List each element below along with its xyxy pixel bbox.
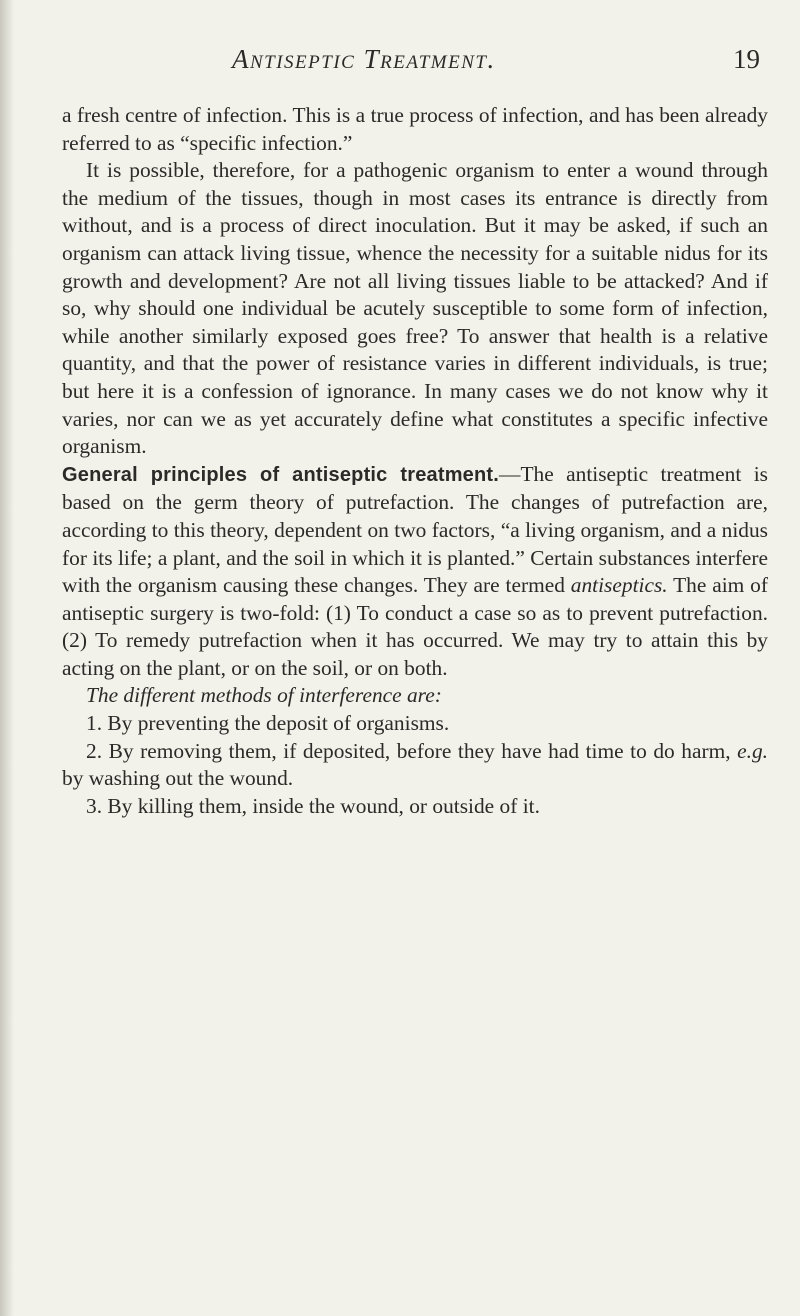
list-item-2 <box>62 738 768 793</box>
paragraph-3-text-b: The aim of antiseptic surgery is two-fold: (1) To conduct a case so as to prevent putrefaction. (2) To remedy putrefaction when it has occurred. We may try to attain this by acting on the plant, or on the soil, or on both. <box>62 573 768 680</box>
paragraph-2: It is possible, therefore, for a pathogenic organism to enter a wound through the medium of the tissues, though in most cases its entrance is directly from without, and is a process of direct inoculation. But it may be asked, if such an organism can attack living tissue, whence the necessity for a suitable nidus for its growth and development? Are not all living tissues liable to be attacked? And if so, why should one individual be acutely susceptible to some form of infection, while another similarly exposed goes free? To answer that health is a relative quantity, and that the power of resistance varies in different individuals, is true; but here it is a confession of ignorance. In many cases we do not know why it varies, nor can we as yet accurately define what constitutes a specific infective organism. <box>62 158 768 459</box>
methods-intro: The different methods of interference are: <box>86 683 442 708</box>
list-item-2-text: 2. By removing them, if deposited, before they have had time to do harm, <box>86 738 738 763</box>
list-item-2-eg: e.g. <box>737 738 768 763</box>
section-heading: General principles of antiseptic treatment. <box>62 463 500 486</box>
paragraph-3 <box>62 461 768 683</box>
list-item-2-end: by washing out the wound. <box>62 766 294 791</box>
page-binding-edge <box>0 0 14 1316</box>
running-head-title: Antiseptic Treatment. <box>232 44 496 74</box>
page-number: 19 <box>733 44 760 74</box>
list-item-3: 3. By killing them, inside the wound, or outside of it. <box>86 793 540 818</box>
term-antiseptics: antiseptics. <box>570 573 668 598</box>
running-head <box>62 44 768 88</box>
page-body <box>62 102 768 820</box>
list-item-1: 1. By preventing the deposit of organisms. <box>86 711 450 736</box>
book-page <box>62 44 768 820</box>
paragraph-3-text-a: —The antiseptic treatment is based on the germ theory of putrefaction. The changes of putrefaction are, according to this theory, dependent on two factors, “a living organism, and a nidus for its life; a plant, and the soil in which it is planted.” Certain substances interfere with the organism causing these changes. They are termed <box>62 461 768 598</box>
paragraph-1: a fresh centre of infection. This is a true process of infection, and has been already referred to as “specific infection.” <box>62 103 768 155</box>
